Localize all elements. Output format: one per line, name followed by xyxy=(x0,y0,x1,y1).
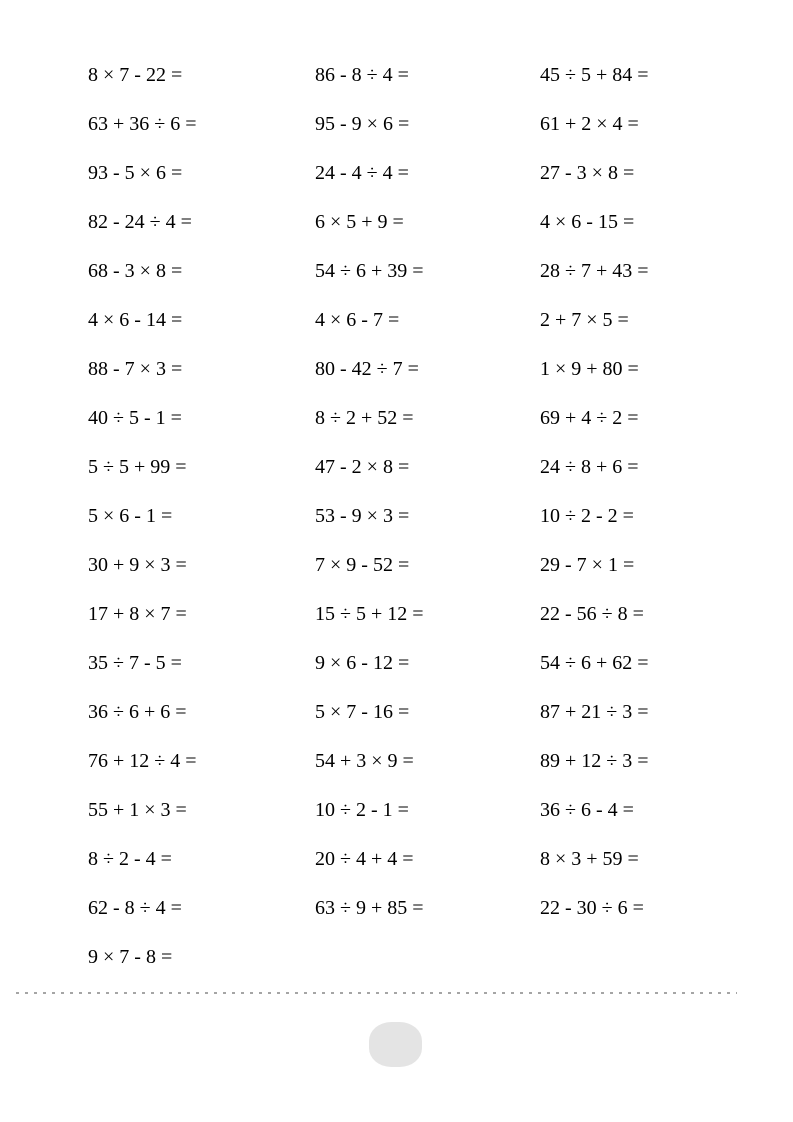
math-problem: 76 + 12 ÷ 4 = xyxy=(88,750,197,772)
worksheet-row xyxy=(0,933,793,982)
math-problem: 22 - 56 ÷ 8 = xyxy=(540,603,644,625)
math-problem: 8 × 7 - 22 = xyxy=(88,64,183,86)
math-problem: 9 × 6 - 12 = xyxy=(315,652,410,674)
math-problem: 4 × 6 - 15 = xyxy=(540,211,635,233)
math-problem: 69 + 4 ÷ 2 = xyxy=(540,407,639,429)
worksheet-row xyxy=(0,737,793,786)
math-problem: 24 - 4 ÷ 4 = xyxy=(315,162,409,184)
math-problem: 87 + 21 ÷ 3 = xyxy=(540,701,649,723)
math-problem: 8 ÷ 2 - 4 = xyxy=(88,848,172,870)
math-problem: 63 ÷ 9 + 85 = xyxy=(315,897,424,919)
worksheet-row xyxy=(0,884,793,933)
worksheet-row xyxy=(0,149,793,198)
math-problem: 93 - 5 × 6 = xyxy=(88,162,183,184)
floating-action-button[interactable] xyxy=(369,1022,422,1067)
math-problem: 47 - 2 × 8 = xyxy=(315,456,410,478)
math-problem: 5 × 6 - 1 = xyxy=(88,505,173,527)
worksheet-row xyxy=(0,590,793,639)
math-problem: 63 + 36 ÷ 6 = xyxy=(88,113,197,135)
math-problem: 54 ÷ 6 + 39 = xyxy=(315,260,424,282)
worksheet-grid xyxy=(0,51,793,982)
worksheet-row xyxy=(0,51,793,100)
math-problem: 36 ÷ 6 - 4 = xyxy=(540,799,634,821)
math-problem: 36 ÷ 6 + 6 = xyxy=(88,701,187,723)
math-problem: 9 × 7 - 8 = xyxy=(88,946,173,968)
worksheet-row xyxy=(0,394,793,443)
math-problem: 5 × 7 - 16 = xyxy=(315,701,410,723)
math-problem: 1 × 9 + 80 = xyxy=(540,358,639,380)
math-problem: 68 - 3 × 8 = xyxy=(88,260,183,282)
math-problem: 35 ÷ 7 - 5 = xyxy=(88,652,182,674)
worksheet-row xyxy=(0,296,793,345)
worksheet-row xyxy=(0,492,793,541)
math-problem: 80 - 42 ÷ 7 = xyxy=(315,358,419,380)
math-problem: 4 × 6 - 14 = xyxy=(88,309,183,331)
math-problem: 28 ÷ 7 + 43 = xyxy=(540,260,649,282)
math-problem: 30 + 9 × 3 = xyxy=(88,554,187,576)
worksheet-row xyxy=(0,443,793,492)
math-problem: 10 ÷ 2 - 1 = xyxy=(315,799,409,821)
math-problem: 2 + 7 × 5 = xyxy=(540,309,629,331)
worksheet-row xyxy=(0,639,793,688)
math-problem: 20 ÷ 4 + 4 = xyxy=(315,848,414,870)
math-problem: 7 × 9 - 52 = xyxy=(315,554,410,576)
math-problem: 10 ÷ 2 - 2 = xyxy=(540,505,634,527)
math-problem: 95 - 9 × 6 = xyxy=(315,113,410,135)
math-problem: 54 + 3 × 9 = xyxy=(315,750,414,772)
math-problem: 6 × 5 + 9 = xyxy=(315,211,404,233)
math-problem: 4 × 6 - 7 = xyxy=(315,309,400,331)
worksheet-row xyxy=(0,786,793,835)
math-problem: 17 + 8 × 7 = xyxy=(88,603,187,625)
math-problem: 27 - 3 × 8 = xyxy=(540,162,635,184)
math-problem: 61 + 2 × 4 = xyxy=(540,113,639,135)
math-problem: 15 ÷ 5 + 12 = xyxy=(315,603,424,625)
worksheet-row xyxy=(0,345,793,394)
math-problem: 86 - 8 ÷ 4 = xyxy=(315,64,409,86)
worksheet-row xyxy=(0,541,793,590)
worksheet-row xyxy=(0,198,793,247)
math-problem: 54 ÷ 6 + 62 = xyxy=(540,652,649,674)
worksheet-row xyxy=(0,100,793,149)
math-problem: 55 + 1 × 3 = xyxy=(88,799,187,821)
math-problem: 62 - 8 ÷ 4 = xyxy=(88,897,182,919)
math-problem: 29 - 7 × 1 = xyxy=(540,554,635,576)
math-problem: 40 ÷ 5 - 1 = xyxy=(88,407,182,429)
math-problem: 88 - 7 × 3 = xyxy=(88,358,183,380)
math-problem: 45 ÷ 5 + 84 = xyxy=(540,64,649,86)
math-problem: 8 × 3 + 59 = xyxy=(540,848,639,870)
math-problem: 89 + 12 ÷ 3 = xyxy=(540,750,649,772)
math-problem: 8 ÷ 2 + 52 = xyxy=(315,407,414,429)
math-problem: 22 - 30 ÷ 6 = xyxy=(540,897,644,919)
worksheet-row xyxy=(0,688,793,737)
math-problem: 5 ÷ 5 + 99 = xyxy=(88,456,187,478)
math-problem: 82 - 24 ÷ 4 = xyxy=(88,211,192,233)
math-problem: 53 - 9 × 3 = xyxy=(315,505,410,527)
dotted-divider xyxy=(16,992,737,994)
worksheet-row xyxy=(0,247,793,296)
worksheet-row xyxy=(0,835,793,884)
math-problem: 24 ÷ 8 + 6 = xyxy=(540,456,639,478)
